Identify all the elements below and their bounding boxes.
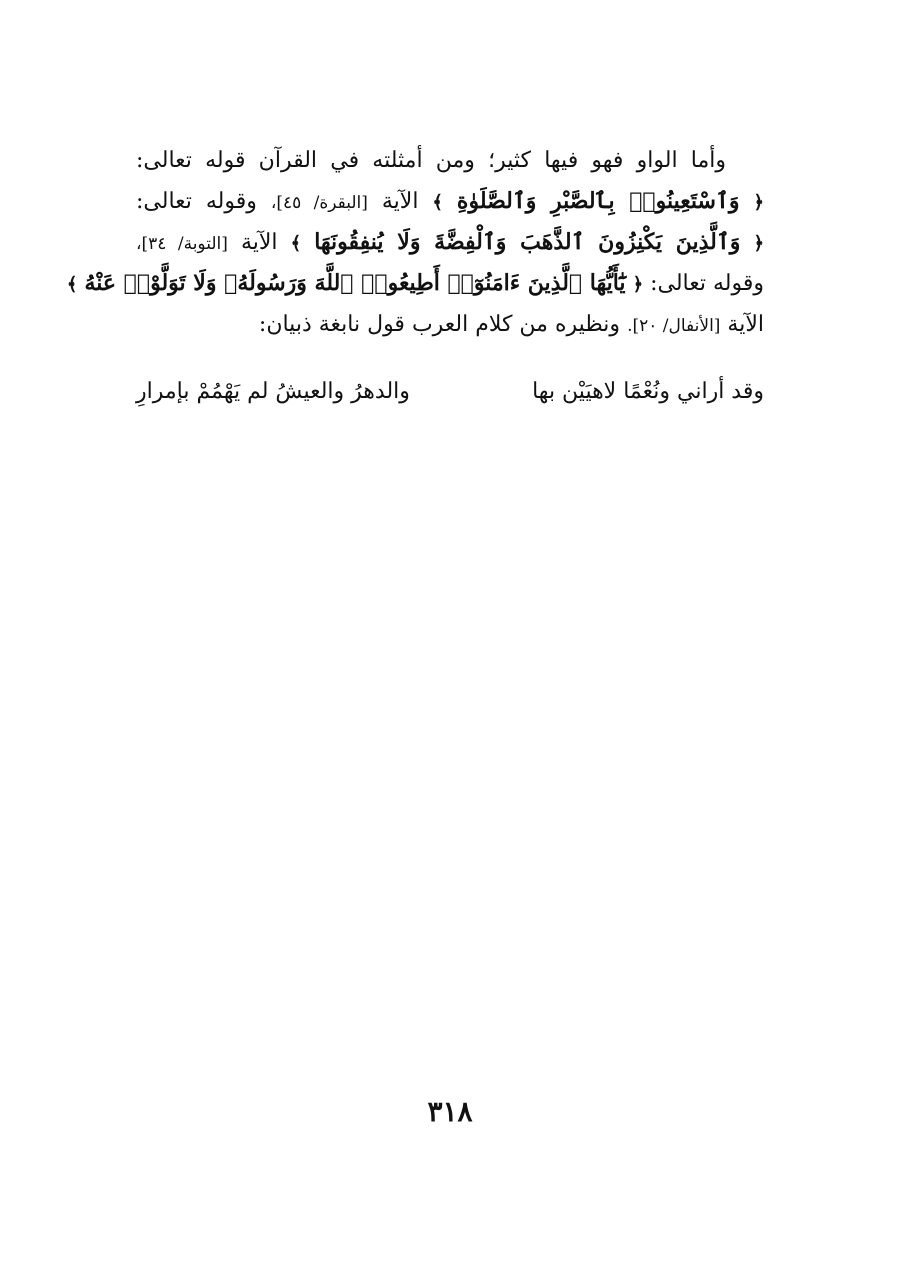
ornate-bracket-close: ﴾ bbox=[290, 233, 302, 254]
paragraph-line-2 bbox=[136, 181, 764, 222]
paragraph-line-4 bbox=[66, 263, 764, 304]
second-hemistich: والدهرُ والعيشُ لم يَهْمُمْ بإمرارِ bbox=[136, 379, 410, 404]
intro-sentence: وأما الواو فهو فيها كثير؛ ومن أمثلته في القرآن قوله تعالى: bbox=[136, 148, 726, 173]
quran-verse-tawbah: وَٱلَّذِينَ يَكْنِزُونَ ٱلذَّهَبَ وَٱلْفِضَّةَ وَلَا يُنفِقُونَهَا bbox=[314, 229, 741, 255]
quran-verse-anfal: يَٰٓأَيُّهَا ٱلَّذِينَ ءَامَنُوٓا۟ أَطِيعُوا۟ ٱللَّهَ وَرَسُولَهُۥ وَلَا تَوَلَّوْا۟ عَنْهُ bbox=[84, 270, 626, 296]
ornate-bracket-open: ﴿ bbox=[753, 192, 764, 213]
aya-word: الآية bbox=[381, 189, 419, 214]
aya-word: الآية bbox=[727, 312, 764, 337]
aya-word: الآية bbox=[240, 230, 278, 255]
first-hemistich: وقد أراني ونُعْمًا لاهيَيْن بها bbox=[532, 379, 764, 404]
ornate-bracket-open: ﴿ bbox=[753, 233, 764, 254]
main-paragraph bbox=[66, 140, 764, 345]
paragraph-line-5 bbox=[136, 304, 764, 345]
paragraph-line-1 bbox=[136, 140, 764, 181]
paragraph-line-3 bbox=[136, 222, 764, 263]
transition-phrase: وقوله تعالى: bbox=[136, 189, 257, 214]
verse-reference-anfal: [الأنفال/ ٢٠]. bbox=[627, 316, 721, 336]
poetry-verse bbox=[136, 370, 764, 414]
page-number: ٣١٨ bbox=[427, 1095, 473, 1128]
verse-reference-baqarah: [البقرة/ ٤٥]، bbox=[270, 193, 368, 213]
transition-phrase: وقوله تعالى: bbox=[650, 271, 764, 296]
ornate-bracket-close: ﴾ bbox=[432, 192, 443, 213]
verse-reference-tawbah: [التوبة/ ٣٤]، bbox=[136, 234, 228, 254]
ornate-bracket-close: ﴾ bbox=[66, 274, 78, 295]
quran-verse-baqarah: وَٱسْتَعِينُوا۟ بِٱلصَّبْرِ وَٱلصَّلَوٰةِ bbox=[456, 188, 740, 214]
poetry-intro: ونظيره من كلام العرب قول نابغة ذبيان: bbox=[258, 312, 621, 337]
ornate-bracket-open: ﴿ bbox=[632, 274, 644, 295]
